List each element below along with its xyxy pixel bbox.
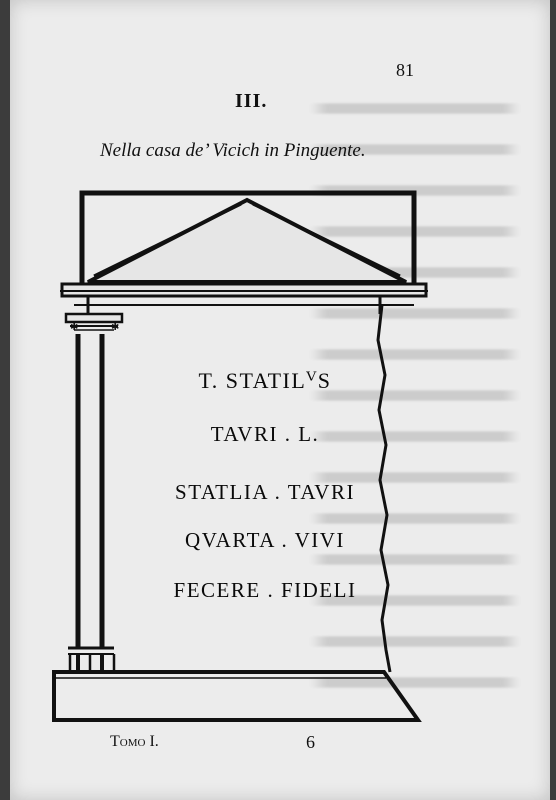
inscription-line-1: T. STATILⱽS [198,368,332,393]
base-block [54,672,418,720]
footer-volume: Tomo I. [110,733,159,750]
inscription-line-2: TAVRI . L. [210,422,320,446]
caption: Nella casa de’ Vicich in Pinguente. [100,140,366,161]
footer-signature: 6 [306,732,315,752]
inscription-line-3: STATLIA . TAVRI [175,480,355,504]
pediment-triangle [88,200,406,282]
capital [66,314,122,322]
page-number: 81 [396,60,414,80]
monument-illustration [10,0,550,800]
inscription-line-4: QVARTA . VIVI [185,528,345,552]
book-page [10,0,550,800]
inscription-line-5: FECERE . FIDELI [173,578,357,602]
svg-text:✱: ✱ [70,322,79,333]
svg-text:✱: ✱ [111,322,120,333]
section-number: III. [235,90,268,112]
